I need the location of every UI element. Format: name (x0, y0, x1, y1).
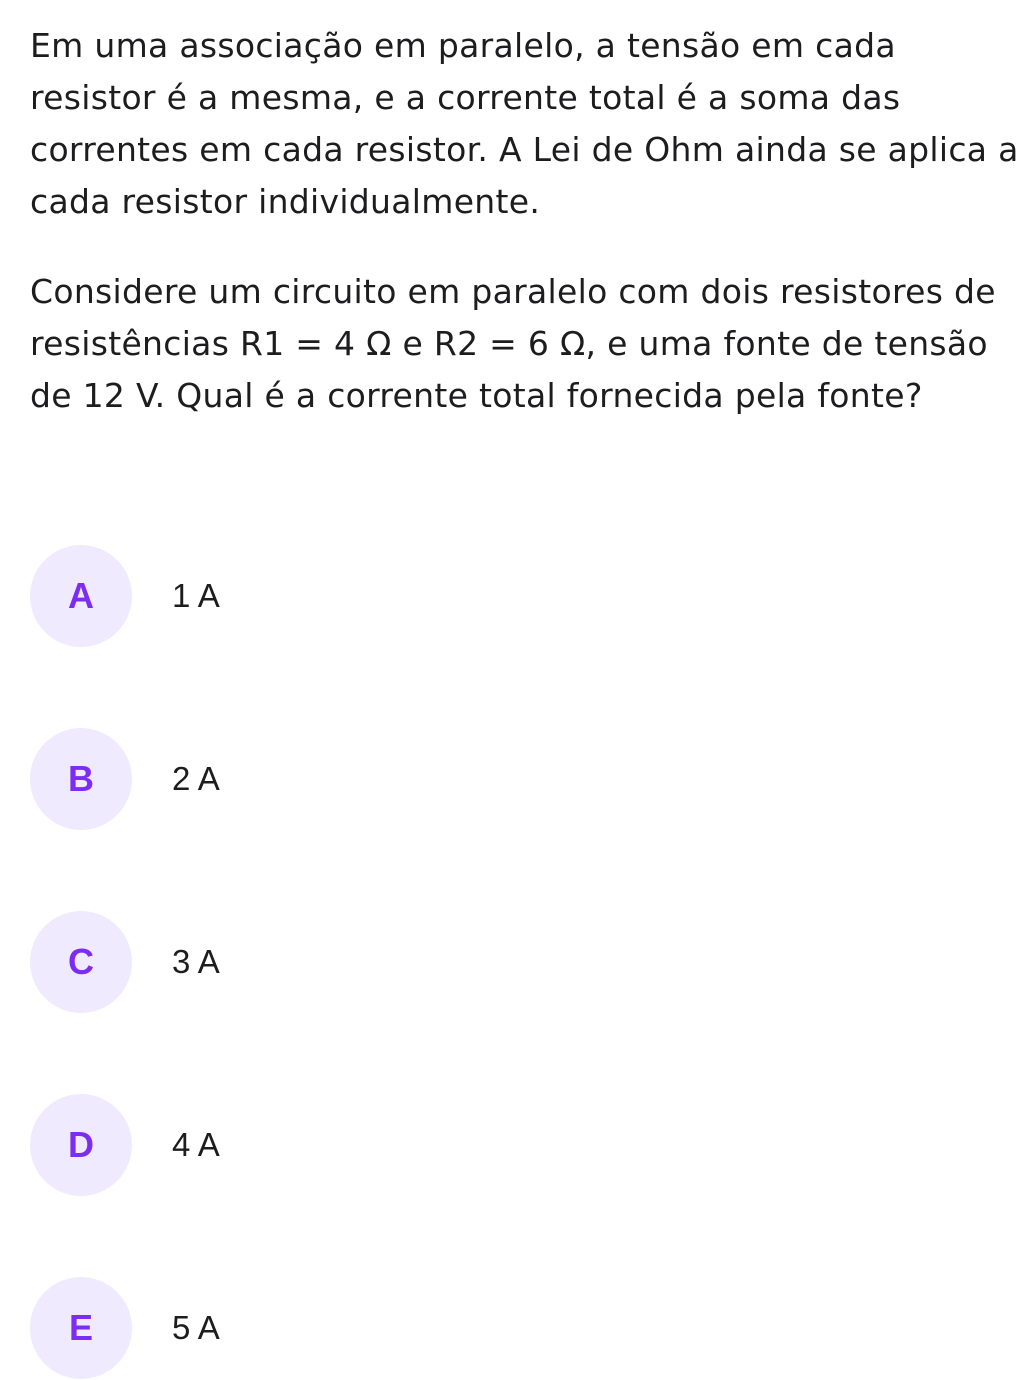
question-intro-paragraph: Em uma associação em paralelo, a tensão em cada resistor é a mesma, e a corrente total é a soma das correntes em cada resistor. A Lei de Ohm ainda se aplica a cada resistor individualmente. (30, 26, 1019, 221)
option-text: 2 A (172, 760, 220, 797)
option-text: 1 A (172, 577, 220, 614)
prompt-text-1: Considere um circuito em paralelo com dois resistores de resistências (30, 272, 996, 363)
option-letter: D (68, 1124, 94, 1165)
option-text: 5 A (172, 1309, 220, 1346)
option-text: 3 A (172, 943, 220, 980)
prompt-text-2: e (391, 324, 434, 363)
question-prompt-paragraph (30, 266, 1020, 422)
option-text: 4 A (172, 1126, 220, 1163)
answer-options (30, 545, 1020, 1379)
option-letter-badge (30, 911, 132, 1013)
option-d[interactable] (30, 1094, 1020, 1196)
option-a[interactable] (30, 545, 1020, 647)
option-b[interactable] (30, 728, 1020, 830)
option-letter-badge (30, 728, 132, 830)
option-letter-badge (30, 1277, 132, 1379)
question-block (30, 20, 1020, 422)
option-letter: B (68, 758, 94, 799)
option-letter: A (68, 575, 94, 616)
option-c[interactable] (30, 911, 1020, 1013)
option-letter: E (68, 1307, 93, 1348)
resistor-r1-formula: R1 = 4 Ω (239, 324, 392, 363)
option-letter-badge (30, 545, 132, 647)
option-letter: C (68, 941, 94, 982)
option-e[interactable] (30, 1277, 1020, 1379)
resistor-r2-formula: R2 = 6 Ω (433, 324, 586, 363)
prompt-text-3: , e uma fonte de tensão de 12 V. Qual é a corrente total fornecida pela fonte? (30, 324, 988, 415)
option-letter-badge (30, 1094, 132, 1196)
